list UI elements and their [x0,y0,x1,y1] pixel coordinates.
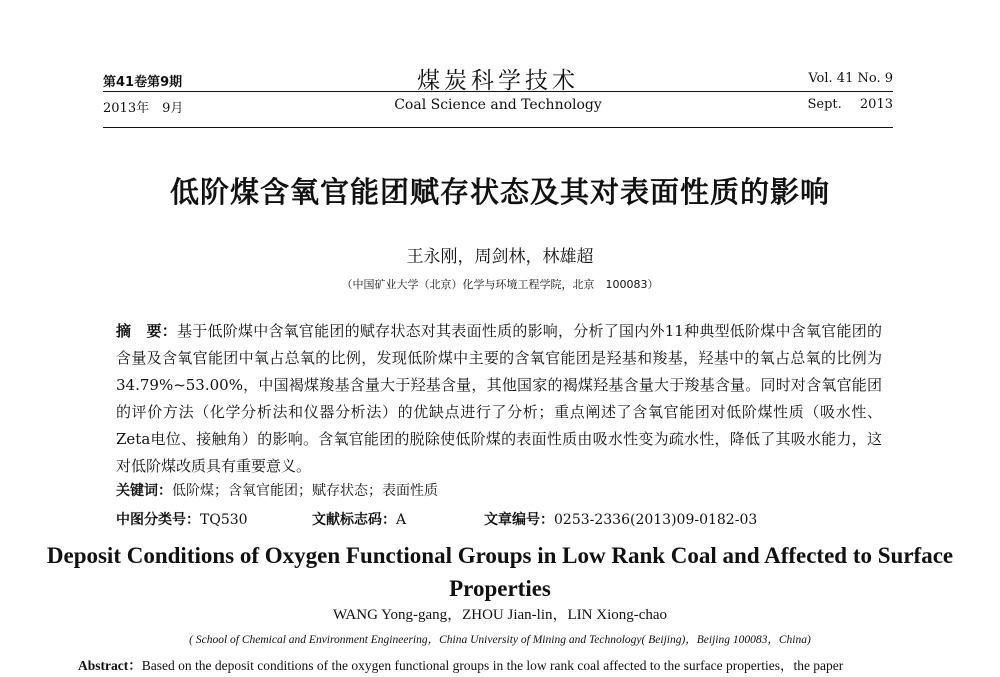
date-cn: 2013年 9月 [103,101,184,116]
header-divider-top [103,91,893,92]
header-divider-bottom [103,127,893,128]
journal-name-cn: 煤炭科学技术 [417,68,579,94]
doc-code-value: A [396,512,407,528]
keywords-text: 低阶煤；含氧官能团；赋存状态；表面性质 [172,483,438,499]
keywords-label: 关键词： [116,483,172,499]
article-no-label: 文章编号： [484,512,554,528]
authors-cn: 王永刚，周剑林，林雄超 [406,247,594,267]
article-no-value: 0253-2336(2013)09-0182-03 [554,512,758,528]
abstract-label-cn: 摘 要： [116,322,177,340]
article-title-cn: 低阶煤含氧官能团赋存状态及其对表面性质的影响 [169,175,830,209]
abstract-en [78,654,918,674]
volume-issue-cn: 第41卷第9期 [103,75,183,90]
abstract-cn [116,318,882,480]
clc-value: TQ530 [200,512,248,528]
date-en: Sept. 2013 [807,97,893,112]
article-title-en: Deposit Conditions of Oxygen Functional Groups in Low Rank Coal and Affected to Surface Properties [46,543,954,601]
abstract-text-cn: 基于低阶煤中含氧官能团的赋存状态对其表面性质的影响，分析了国内外11种典型低阶煤中含氧官能团的含量及含氧官能团中氧占总氧的比例，发现低阶煤中主要的含氧官能团是羟基和羧基，羟基中的氧占总氧的比例为34.79%~53.00%，中国褐煤羧基含量大于羟基含量，其他国家的褐煤羟基含量大于羧基含量。同时对含氧官能团的评价方法（化学分析法和仪器分析法）的优缺点进行了分析；重点阐述了含氧官能团对低阶煤性质（吸水性、Zeta电位、接触角）的影响。含氧官能团的脱除使低阶煤的表面性质由吸水性变为疏水性，降低了其吸水能力，这对低阶煤改质具有重要意义。 [116,322,882,475]
journal-name-en: Coal Science and Technology [394,97,602,113]
doc-code-label: 文献标志码： [312,512,396,528]
clc-label: 中图分类号： [116,512,200,528]
abstract-label-en: Abstract： [78,658,142,673]
affiliation-en: ( School of Chemical and Environment Engineering，China University of Mining and Technology( Beijing)，Beijing 100083，China) [189,634,811,646]
volume-issue-en: Vol. 41 No. 9 [808,71,893,86]
keywords-line [116,480,438,500]
authors-en: WANG Yong-gang，ZHOU Jian-lin，LIN Xiong-chao [332,607,668,623]
abstract-text-en: Based on the deposit conditions of the oxygen functional groups in the low rank coal affected to the surface properties，the paper [141,658,844,673]
journal-header [103,62,893,124]
affiliation-cn: （中国矿业大学（北京）化学与环境工程学院，北京 100083） [341,278,659,291]
